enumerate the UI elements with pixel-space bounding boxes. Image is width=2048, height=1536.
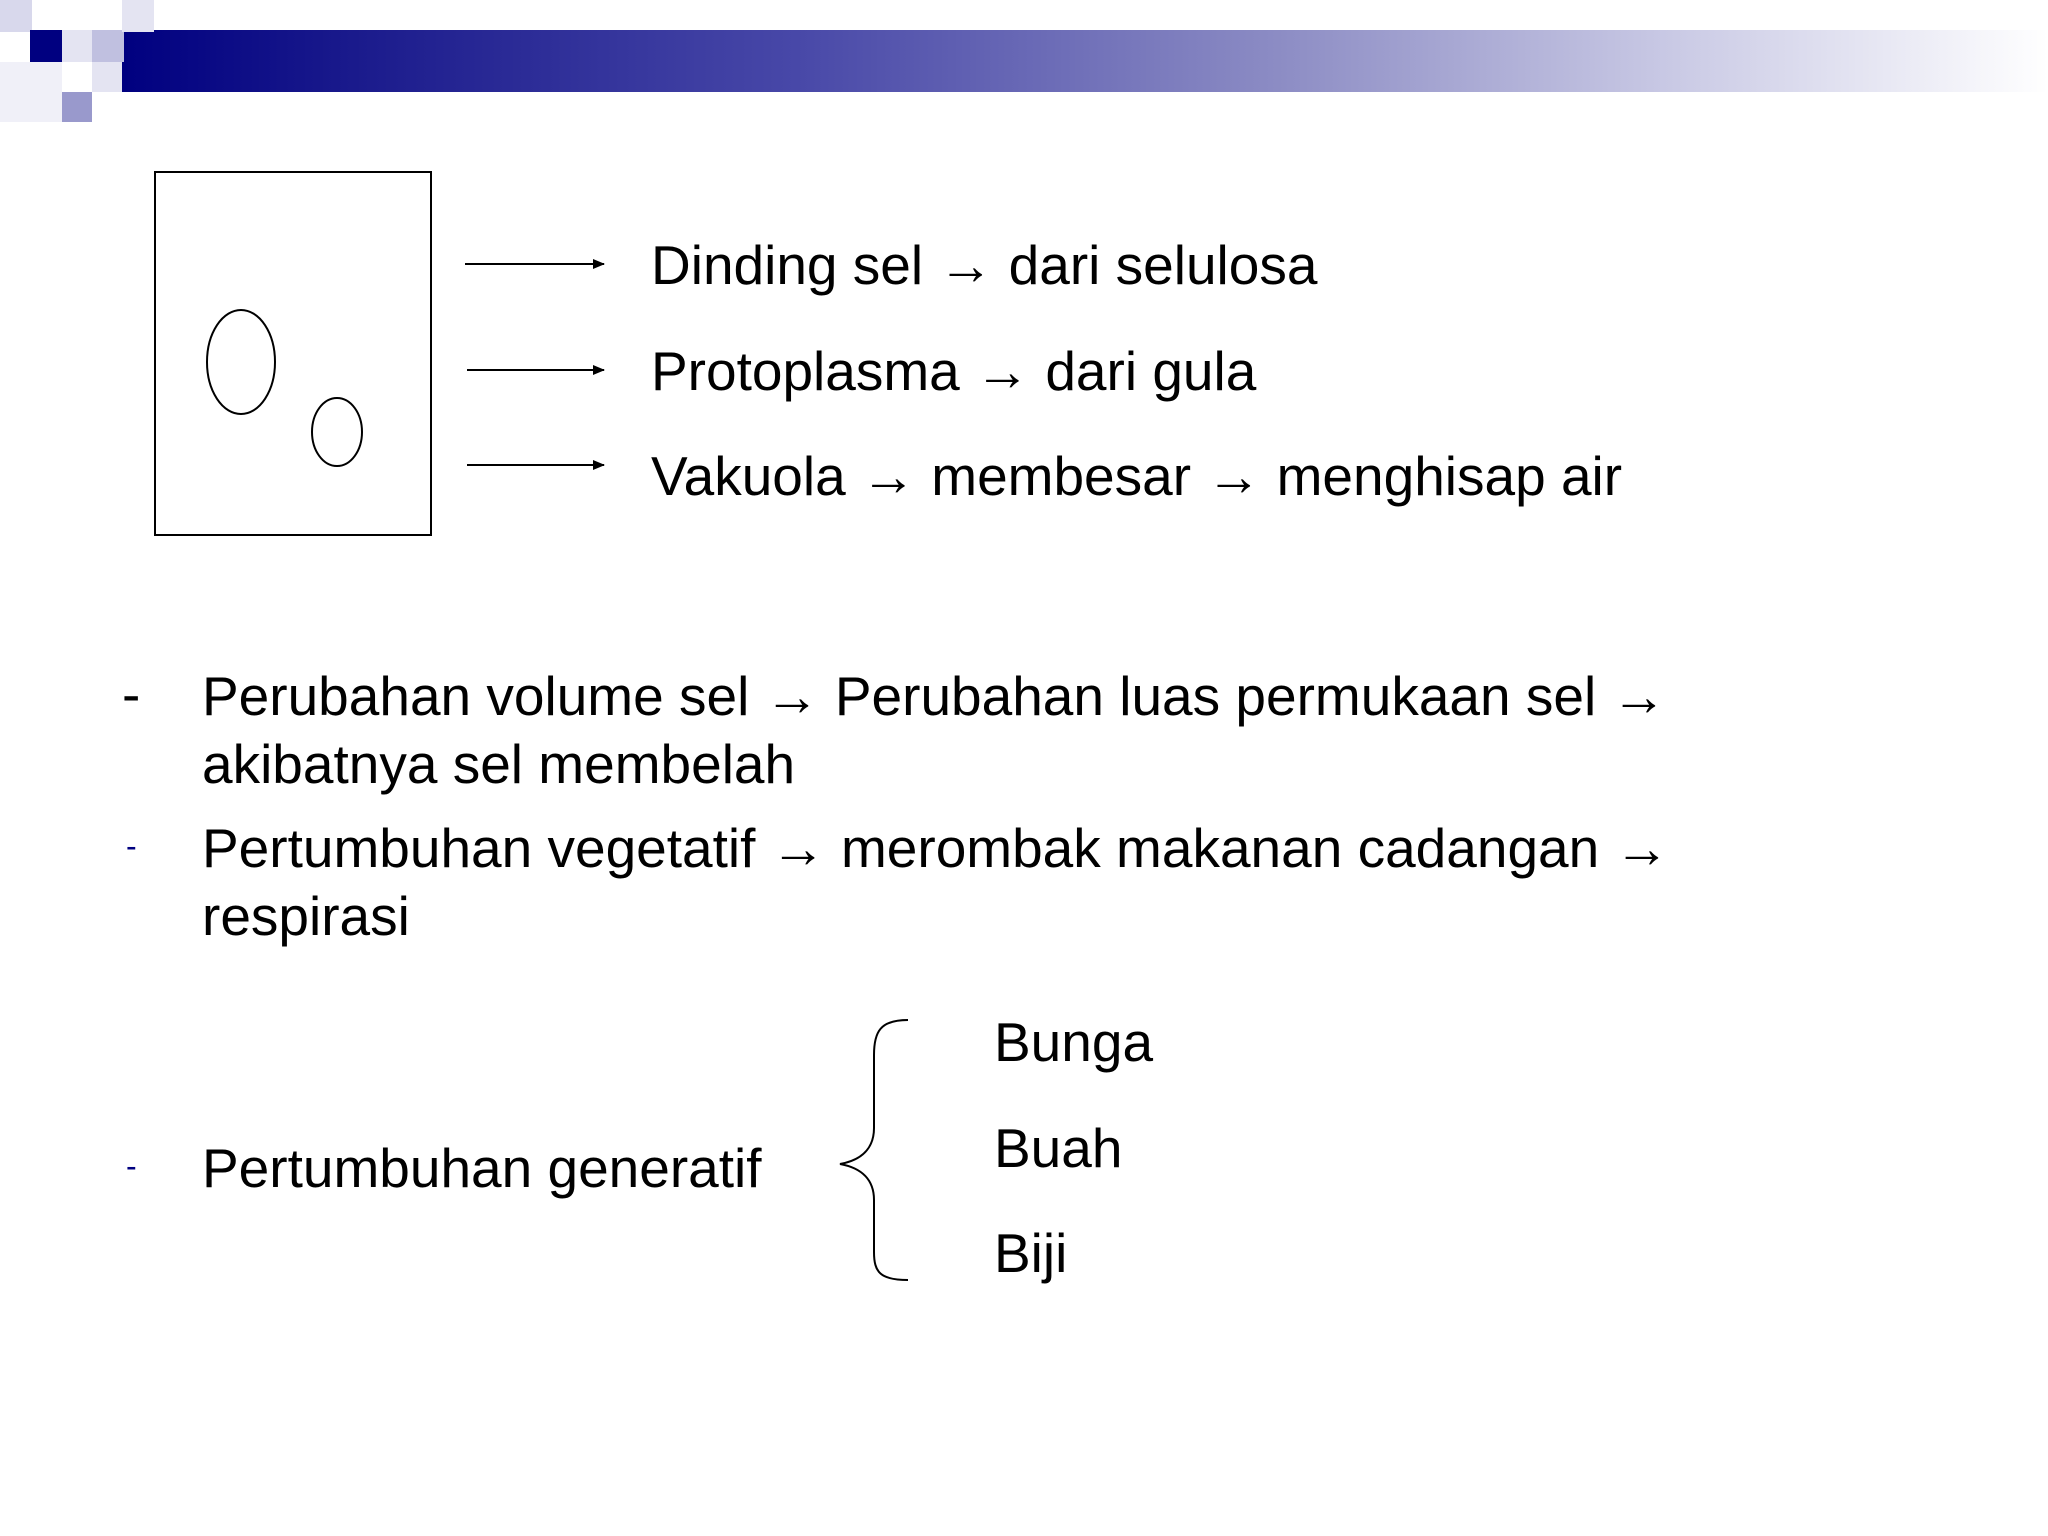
bullet-marker: - [126,828,137,864]
bullet-marker: - [126,1148,137,1184]
brace-item-bunga: Bunga [994,1011,1154,1073]
bullet-item-volume [202,662,1842,798]
bullet-marker: - [122,663,141,725]
label-desc: dari selulosa [1008,234,1318,296]
label-desc: membesar → menghisap air [931,445,1623,507]
arrow-glyph: → [938,234,994,296]
bullet-line: akibatnya sel membelah [202,733,796,795]
brace-item-buah: Buah [994,1117,1123,1179]
bullet-item-vegetatif [202,814,1842,950]
brace-item-biji: Biji [994,1222,1068,1284]
arrow-glyph: → [975,340,1031,402]
vacuole-small [312,398,362,466]
bullet-line: Perubahan volume sel → Perubahan luas permukaan sel → [202,665,1667,727]
bullet-item-generatif [202,1134,822,1202]
vacuole-large [207,310,275,414]
label-part: Dinding sel [651,234,924,296]
label-desc: dari gula [1045,340,1257,402]
cell-wall-box [155,172,431,535]
label-dinding-sel [651,234,1318,296]
bullet-line: Pertumbuhan vegetatif → merombak makanan cadangan → [202,817,1670,879]
label-part: Vakuola [651,445,846,507]
bullet-line: respirasi [202,885,410,947]
curly-brace [840,1020,908,1280]
arrow-glyph: → [860,445,916,507]
bullet-line: Pertumbuhan generatif [202,1137,762,1199]
label-part: Protoplasma [651,340,960,402]
label-vakuola [651,445,1623,507]
label-protoplasma [651,340,1257,402]
